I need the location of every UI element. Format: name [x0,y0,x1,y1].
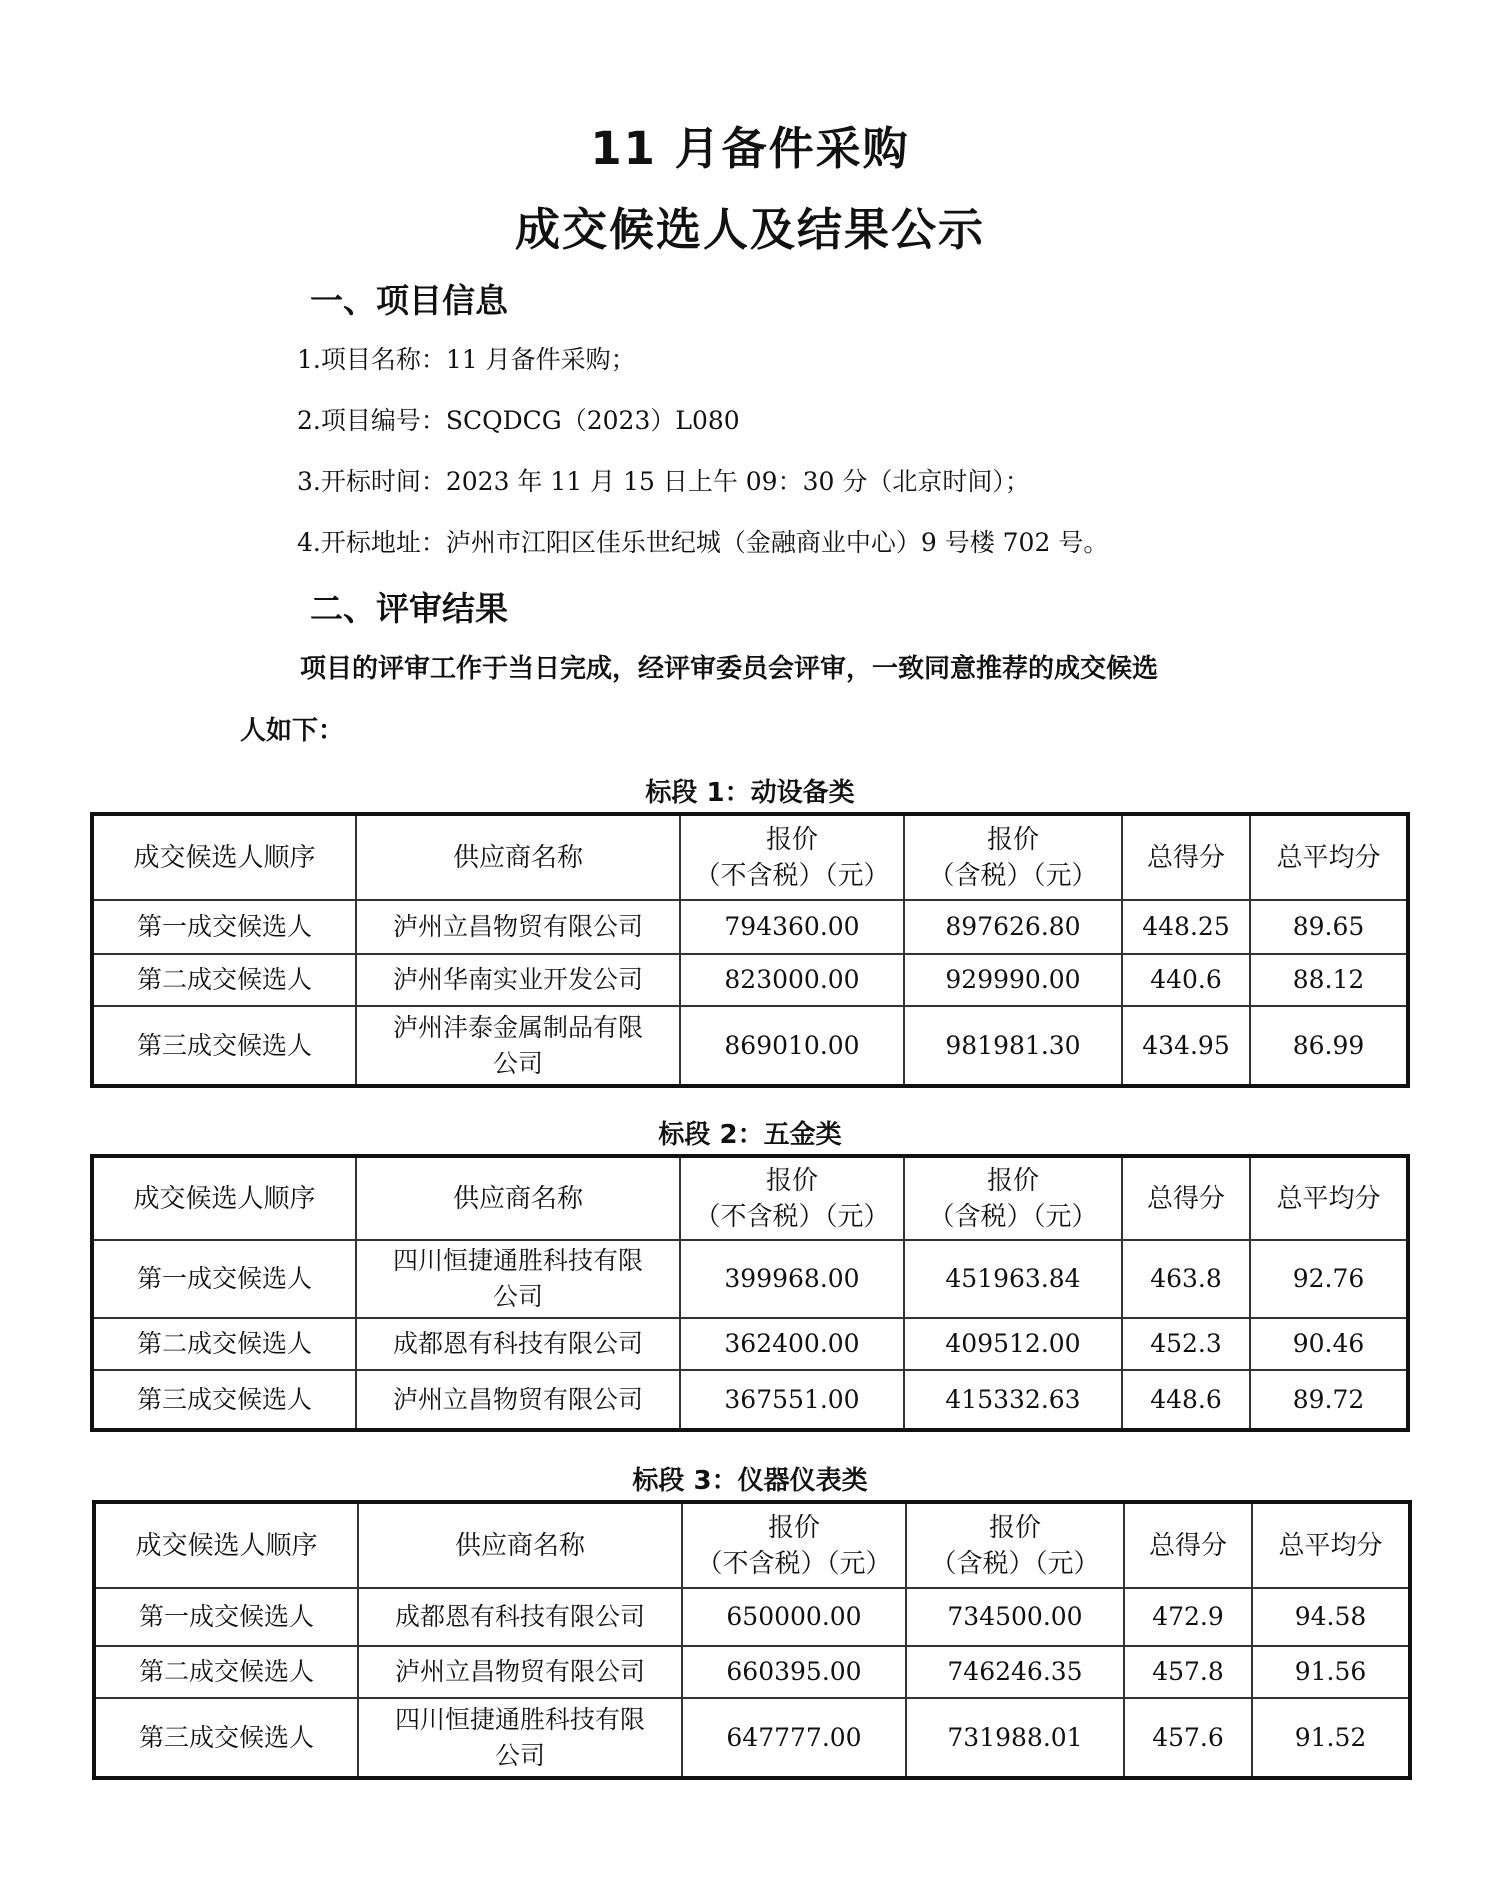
review-result-paragraph-line2: 人如下： [240,716,345,746]
rank-cell: 第三成交候选人 [92,1370,356,1430]
rank-cell: 第二成交候选人 [94,1646,358,1698]
table-row [94,1698,1410,1778]
lot1-table [90,812,1410,1088]
rank-cell: 第三成交候选人 [92,1006,356,1086]
table-header-row [92,1156,1408,1240]
rank-cell: 第三成交候选人 [94,1698,358,1778]
price-inc-cell: 929990.00 [904,954,1122,1006]
table-row [92,954,1408,1006]
header-total-score: 总得分 [1124,1502,1252,1588]
header-avg-score: 总平均分 [1250,814,1408,900]
header-price-ex-tax: 报价 （不含税）（元） [680,1156,904,1240]
supplier-cell: 四川恒捷通胜科技有限 公司 [358,1698,682,1778]
header-price-inc-tax: 报价 （含税）（元） [904,1156,1122,1240]
header-supplier: 供应商名称 [356,814,680,900]
table-header-row [92,814,1408,900]
rank-cell: 第二成交候选人 [92,954,356,1006]
price-inc-cell: 734500.00 [906,1588,1124,1646]
table-row [94,1588,1410,1646]
header-price-ex-tax: 报价 （不含税）（元） [680,814,904,900]
lot2-table [90,1154,1410,1432]
header-supplier: 供应商名称 [356,1156,680,1240]
title-line-2: 成交候选人及结果公示 [514,203,985,256]
header-avg-score: 总平均分 [1252,1502,1410,1588]
price-inc-cell: 451963.84 [904,1240,1122,1318]
header-supplier: 供应商名称 [358,1502,682,1588]
price-ex-cell: 794360.00 [680,900,904,954]
price-inc-cell: 746246.35 [906,1646,1124,1698]
supplier-cell: 四川恒捷通胜科技有限 公司 [356,1240,680,1318]
rank-cell: 第一成交候选人 [92,1240,356,1318]
review-result-paragraph-line1: 项目的评审工作于当日完成，经评审委员会评审，一致同意推荐的成交候选 [300,654,1159,684]
price-inc-cell: 409512.00 [904,1318,1122,1370]
total-score-cell: 448.25 [1122,900,1250,954]
section2-heading: 二、评审结果 [310,589,508,628]
avg-score-cell: 89.72 [1250,1370,1408,1430]
price-inc-cell: 981981.30 [904,1006,1122,1086]
table-row [92,1318,1408,1370]
avg-score-cell: 89.65 [1250,900,1408,954]
price-ex-cell: 399968.00 [680,1240,904,1318]
price-inc-cell: 897626.80 [904,900,1122,954]
lot3-table [92,1500,1412,1780]
project-number-line: 2.项目编号：SCQDCG（2023）L080 [297,406,740,435]
price-ex-cell: 362400.00 [680,1318,904,1370]
price-ex-cell: 823000.00 [680,954,904,1006]
avg-score-cell: 92.76 [1250,1240,1408,1318]
bid-opening-time-line: 3.开标时间：2023 年 11 月 15 日上午 09：30 分（北京时间）； [297,467,1030,496]
supplier-cell: 泸州沣泰金属制品有限 公司 [356,1006,680,1086]
total-score-cell: 463.8 [1122,1240,1250,1318]
avg-score-cell: 88.12 [1250,954,1408,1006]
supplier-cell: 成都恩有科技有限公司 [358,1588,682,1646]
avg-score-cell: 86.99 [1250,1006,1408,1086]
total-score-cell: 457.8 [1124,1646,1252,1698]
price-ex-cell: 869010.00 [680,1006,904,1086]
table-row [92,1240,1408,1318]
header-total-score: 总得分 [1122,814,1250,900]
table-row [92,1006,1408,1086]
total-score-cell: 448.6 [1122,1370,1250,1430]
header-price-inc-tax: 报价 （含税）（元） [904,814,1122,900]
price-inc-cell: 415332.63 [904,1370,1122,1430]
price-ex-cell: 367551.00 [680,1370,904,1430]
header-rank: 成交候选人顺序 [92,1156,356,1240]
price-inc-cell: 731988.01 [906,1698,1124,1778]
supplier-cell: 泸州立昌物贸有限公司 [356,900,680,954]
table-row [94,1646,1410,1698]
table-header-row [94,1502,1410,1588]
lot2-caption: 标段 2：五金类 [658,1120,842,1150]
total-score-cell: 472.9 [1124,1588,1252,1646]
avg-score-cell: 91.56 [1252,1646,1410,1698]
total-score-cell: 434.95 [1122,1006,1250,1086]
rank-cell: 第二成交候选人 [92,1318,356,1370]
price-ex-cell: 660395.00 [682,1646,906,1698]
supplier-cell: 泸州立昌物贸有限公司 [356,1370,680,1430]
total-score-cell: 452.3 [1122,1318,1250,1370]
header-rank: 成交候选人顺序 [92,814,356,900]
header-total-score: 总得分 [1122,1156,1250,1240]
project-name-line: 1.项目名称：11 月备件采购； [297,345,636,374]
avg-score-cell: 90.46 [1250,1318,1408,1370]
supplier-cell: 泸州华南实业开发公司 [356,954,680,1006]
header-avg-score: 总平均分 [1250,1156,1408,1240]
price-ex-cell: 647777.00 [682,1698,906,1778]
avg-score-cell: 94.58 [1252,1588,1410,1646]
lot3-caption: 标段 3：仪器仪表类 [632,1466,868,1496]
header-price-ex-tax: 报价 （不含税）（元） [682,1502,906,1588]
bid-opening-address-line: 4.开标地址：泸州市江阳区佳乐世纪城（金融商业中心）9 号楼 702 号。 [297,528,1109,557]
rank-cell: 第一成交候选人 [94,1588,358,1646]
section1-heading: 一、项目信息 [310,281,508,320]
price-ex-cell: 650000.00 [682,1588,906,1646]
table-row [92,1370,1408,1430]
header-price-inc-tax: 报价 （含税）（元） [906,1502,1124,1588]
supplier-cell: 成都恩有科技有限公司 [356,1318,680,1370]
total-score-cell: 457.6 [1124,1698,1252,1778]
title-line-1: 11 月备件采购 [590,122,910,175]
rank-cell: 第一成交候选人 [92,900,356,954]
lot1-caption: 标段 1：动设备类 [645,778,855,808]
supplier-cell: 泸州立昌物贸有限公司 [358,1646,682,1698]
table-row [92,900,1408,954]
header-rank: 成交候选人顺序 [94,1502,358,1588]
total-score-cell: 440.6 [1122,954,1250,1006]
avg-score-cell: 91.52 [1252,1698,1410,1778]
